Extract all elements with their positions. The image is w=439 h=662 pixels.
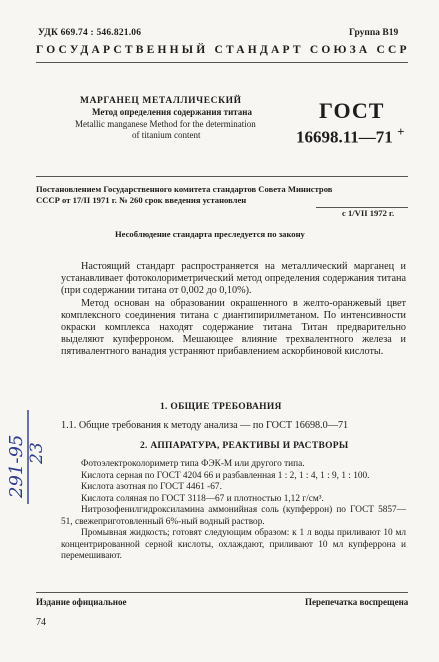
legal-notice: Несоблюдение стандарта преследуется по закону [115, 229, 305, 239]
handwritten-stamp [2, 386, 48, 506]
reagent-item: Кислота азотная по ГОСТ 4461 -67. [81, 482, 222, 492]
reagent-item: Промывная жидкость; готовят следующим образом: к 1 л воды приливают 10 мл концентрированной серной кислоты, охлаждают, приливают 10 мл купферрона и перемешивают. [61, 528, 406, 561]
footer-rule [36, 592, 408, 593]
intro-text [61, 261, 406, 359]
gost-label: ГОСТ [319, 98, 385, 123]
page-number: 74 [36, 617, 46, 628]
reprint-prohibited-label: Перепечатка воспрещена [305, 597, 409, 607]
reagent-item: Фотоэлектроколориметр типа ФЭК-М или другого типа. [81, 459, 305, 469]
section-2-heading: 2. АППАРАТУРА, РЕАКТИВЫ И РАСТВОРЫ [140, 441, 349, 451]
gost-number-value: 16698.11—71 [296, 127, 393, 147]
reagent-item: Кислота серная по ГОСТ 4204 66 и разбавленная 1 : 2, 1 : 4, 1 : 9, 1 : 100. [81, 470, 370, 481]
title-english: Metallic manganese Method for the determination [75, 119, 256, 129]
stamp-line-1: 291-95 [6, 434, 27, 498]
reagents-list [61, 459, 406, 563]
gost-mark: + [397, 124, 405, 139]
subtitle-russian: Метод определения содержания титана [92, 107, 252, 117]
header-rule [36, 62, 408, 63]
decree-line-2: СССР от 17/II 1971 г. № 260 срок введения установлен [36, 195, 247, 205]
intro-paragraph-2: Метод основан на образовании окрашенного в желто-оранжевый цвет комплексного соединения титана с диантипирилметаном. По интенсивности окраски комплекса находят содержание титана Титан предварительно выделяют купферроном. Мешающее влияние трехвалентного железа и пятивалентного ванадия устраняют прибавлением аскорбиновой кислоты. [61, 297, 406, 358]
state-standard-banner: ГОСУДАРСТВЕННЫЙ СТАНДАРТ СОЮЗА ССР [36, 44, 410, 56]
reagent-item: Кислота соляная по ГОСТ 3118—67 и плотностью 1,12 г/см³. [81, 493, 324, 504]
official-edition-label: Издание официальное [36, 597, 127, 607]
title-russian: МАРГАНЕЦ МЕТАЛЛИЧЕСКИЙ [80, 96, 242, 106]
decree-text [36, 184, 408, 206]
group-code: Группа В19 [349, 28, 399, 38]
decree-line-1: Постановлением Государственного комитета стандартов Совета Министров [36, 184, 333, 194]
section-1-text: 1.1. Общие требования к методу анализа — по ГОСТ 16698.0—71 [61, 420, 349, 431]
intro-paragraph-1: Настоящий стандарт распространяется на металлический марганец и устанавливает фотоколориметрический метод определения содержания титана (при содержании титана от 0,002 до 0,10%). [61, 261, 406, 297]
stamp-line-2: 23 [27, 442, 47, 464]
reagent-item: Нитрозофенилгидроксиламина аммонийная соль (купферрон) по ГОСТ 5857—51, свежеприготовленный 6%-ный водный раствор. [61, 505, 406, 527]
section-1-heading: 1. ОБЩИЕ ТРЕБОВАНИЯ [160, 402, 282, 412]
title-rule [36, 176, 408, 177]
gost-number [296, 124, 404, 148]
effective-date: с 1/VII 1972 г. [342, 208, 395, 218]
udc-code: УДК 669.74 : 546.821.06 [38, 28, 142, 38]
subtitle-english: of titanium content [132, 130, 201, 140]
